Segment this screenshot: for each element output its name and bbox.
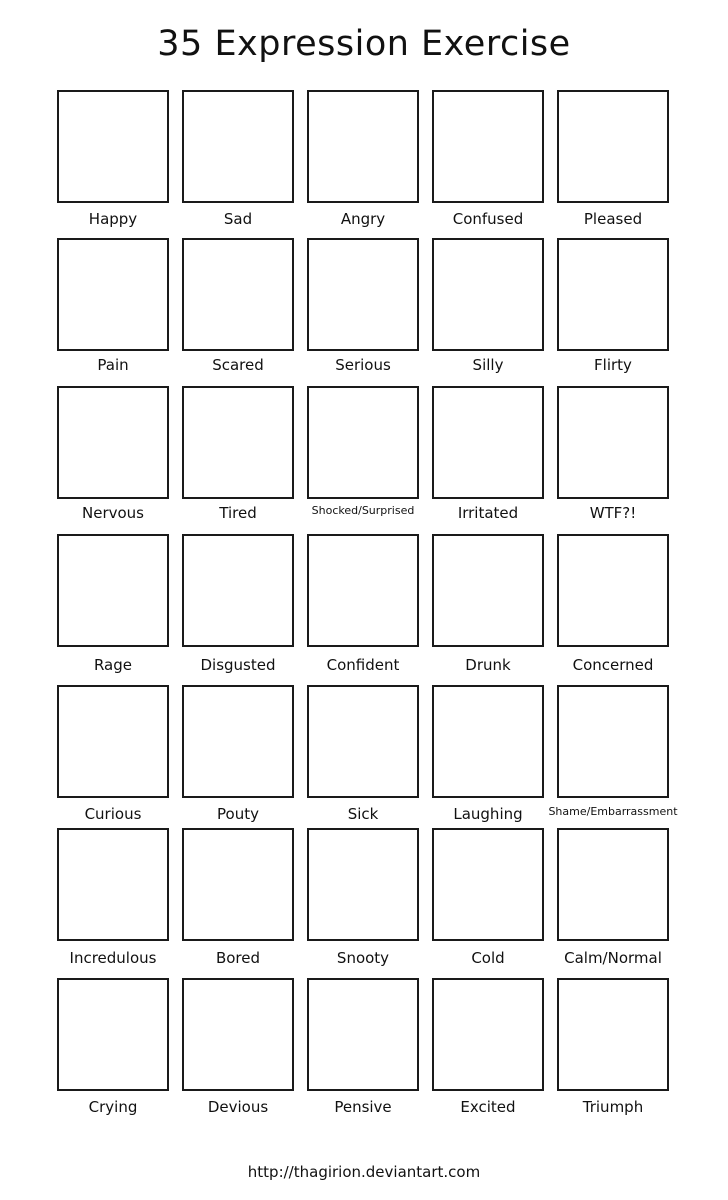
expression-label: Cold bbox=[471, 949, 505, 967]
expression-cell bbox=[307, 386, 433, 530]
expression-label: Curious bbox=[84, 805, 142, 823]
expression-cell bbox=[557, 828, 683, 972]
expression-cell bbox=[557, 238, 683, 382]
expression-cell bbox=[307, 978, 433, 1122]
drawing-box[interactable] bbox=[432, 685, 544, 798]
drawing-box[interactable] bbox=[307, 90, 419, 203]
expression-label: WTF?! bbox=[589, 504, 637, 522]
expression-cell bbox=[432, 534, 558, 678]
expression-cell bbox=[432, 386, 558, 530]
drawing-box[interactable] bbox=[557, 238, 669, 351]
drawing-box[interactable] bbox=[557, 978, 669, 1091]
expression-cell bbox=[57, 238, 183, 382]
expression-label: Concerned bbox=[572, 656, 654, 674]
expression-cell bbox=[182, 238, 308, 382]
drawing-box[interactable] bbox=[557, 90, 669, 203]
drawing-box[interactable] bbox=[57, 238, 169, 351]
drawing-box[interactable] bbox=[57, 534, 169, 647]
expression-cell bbox=[57, 534, 183, 678]
expression-label: Pain bbox=[97, 356, 129, 374]
drawing-box[interactable] bbox=[432, 238, 544, 351]
drawing-box[interactable] bbox=[307, 685, 419, 798]
drawing-box[interactable] bbox=[307, 828, 419, 941]
expression-cell bbox=[432, 685, 558, 829]
drawing-box[interactable] bbox=[307, 534, 419, 647]
expression-label: Snooty bbox=[336, 949, 390, 967]
expression-cell bbox=[182, 685, 308, 829]
expression-cell bbox=[557, 386, 683, 530]
drawing-box[interactable] bbox=[57, 828, 169, 941]
drawing-box[interactable] bbox=[307, 238, 419, 351]
expression-cell bbox=[57, 828, 183, 972]
expression-cell bbox=[182, 978, 308, 1122]
expression-label: Nervous bbox=[82, 504, 144, 522]
expression-cell bbox=[557, 90, 683, 234]
drawing-box[interactable] bbox=[557, 386, 669, 499]
expression-cell bbox=[557, 534, 683, 678]
drawing-box[interactable] bbox=[432, 534, 544, 647]
expression-label: Confused bbox=[452, 210, 524, 228]
expression-cell bbox=[307, 90, 433, 234]
expression-label: Sick bbox=[347, 805, 379, 823]
drawing-box[interactable] bbox=[57, 685, 169, 798]
expression-label: Scared bbox=[212, 356, 264, 374]
expression-label: Bored bbox=[215, 949, 261, 967]
expression-label: Drunk bbox=[465, 656, 511, 674]
expression-label: Tired bbox=[219, 504, 257, 522]
drawing-box[interactable] bbox=[307, 386, 419, 499]
expression-label: Serious bbox=[335, 356, 391, 374]
page-title: 35 Expression Exercise bbox=[157, 24, 571, 64]
expression-label: Rage bbox=[93, 656, 133, 674]
expression-cell bbox=[557, 978, 683, 1122]
expression-cell bbox=[432, 238, 558, 382]
expression-cell bbox=[432, 90, 558, 234]
expression-label: Shocked/Surprised bbox=[311, 504, 415, 517]
expression-cell bbox=[307, 828, 433, 972]
expression-cell bbox=[432, 978, 558, 1122]
drawing-box[interactable] bbox=[432, 828, 544, 941]
drawing-box[interactable] bbox=[432, 90, 544, 203]
expression-label: Calm/Normal bbox=[564, 949, 662, 967]
expression-label: Triumph bbox=[582, 1098, 644, 1116]
drawing-box[interactable] bbox=[557, 685, 669, 798]
expression-cell bbox=[182, 90, 308, 234]
drawing-box[interactable] bbox=[57, 978, 169, 1091]
expression-cell bbox=[57, 386, 183, 530]
drawing-box[interactable] bbox=[182, 978, 294, 1091]
expression-cell bbox=[307, 685, 433, 829]
expression-label: Angry bbox=[340, 210, 386, 228]
drawing-box[interactable] bbox=[182, 534, 294, 647]
expression-cell bbox=[432, 828, 558, 972]
drawing-box[interactable] bbox=[182, 238, 294, 351]
expression-cell bbox=[307, 238, 433, 382]
drawing-box[interactable] bbox=[182, 828, 294, 941]
drawing-box[interactable] bbox=[432, 386, 544, 499]
expression-label: Pouty bbox=[217, 805, 259, 823]
expression-cell bbox=[182, 828, 308, 972]
expression-label: Disgusted bbox=[200, 656, 276, 674]
drawing-box[interactable] bbox=[182, 386, 294, 499]
expression-cell bbox=[57, 90, 183, 234]
footer-url: http://thagirion.deviantart.com bbox=[247, 1163, 481, 1181]
drawing-box[interactable] bbox=[182, 685, 294, 798]
drawing-box[interactable] bbox=[182, 90, 294, 203]
expression-cell bbox=[307, 534, 433, 678]
expression-label: Laughing bbox=[453, 805, 523, 823]
expression-cell bbox=[182, 386, 308, 530]
expression-label: Confident bbox=[326, 656, 400, 674]
drawing-box[interactable] bbox=[57, 90, 169, 203]
expression-label: Pleased bbox=[583, 210, 643, 228]
expression-label: Irritated bbox=[457, 504, 519, 522]
drawing-box[interactable] bbox=[57, 386, 169, 499]
expression-label: Crying bbox=[88, 1098, 138, 1116]
expression-label: Devious bbox=[207, 1098, 269, 1116]
expression-label: Happy bbox=[88, 210, 138, 228]
expression-label: Flirty bbox=[594, 356, 632, 374]
expression-cell bbox=[57, 685, 183, 829]
expression-label: Sad bbox=[223, 210, 253, 228]
drawing-box[interactable] bbox=[432, 978, 544, 1091]
expression-label: Silly bbox=[472, 356, 504, 374]
expression-label: Excited bbox=[460, 1098, 516, 1116]
drawing-box[interactable] bbox=[307, 978, 419, 1091]
expression-cell bbox=[182, 534, 308, 678]
expression-label: Pensive bbox=[334, 1098, 392, 1116]
expression-label: Incredulous bbox=[69, 949, 157, 967]
expression-cell bbox=[57, 978, 183, 1122]
expression-cell bbox=[548, 685, 683, 829]
drawing-box[interactable] bbox=[557, 828, 669, 941]
drawing-box[interactable] bbox=[557, 534, 669, 647]
expression-label: Shame/Embarrassment bbox=[548, 805, 678, 818]
